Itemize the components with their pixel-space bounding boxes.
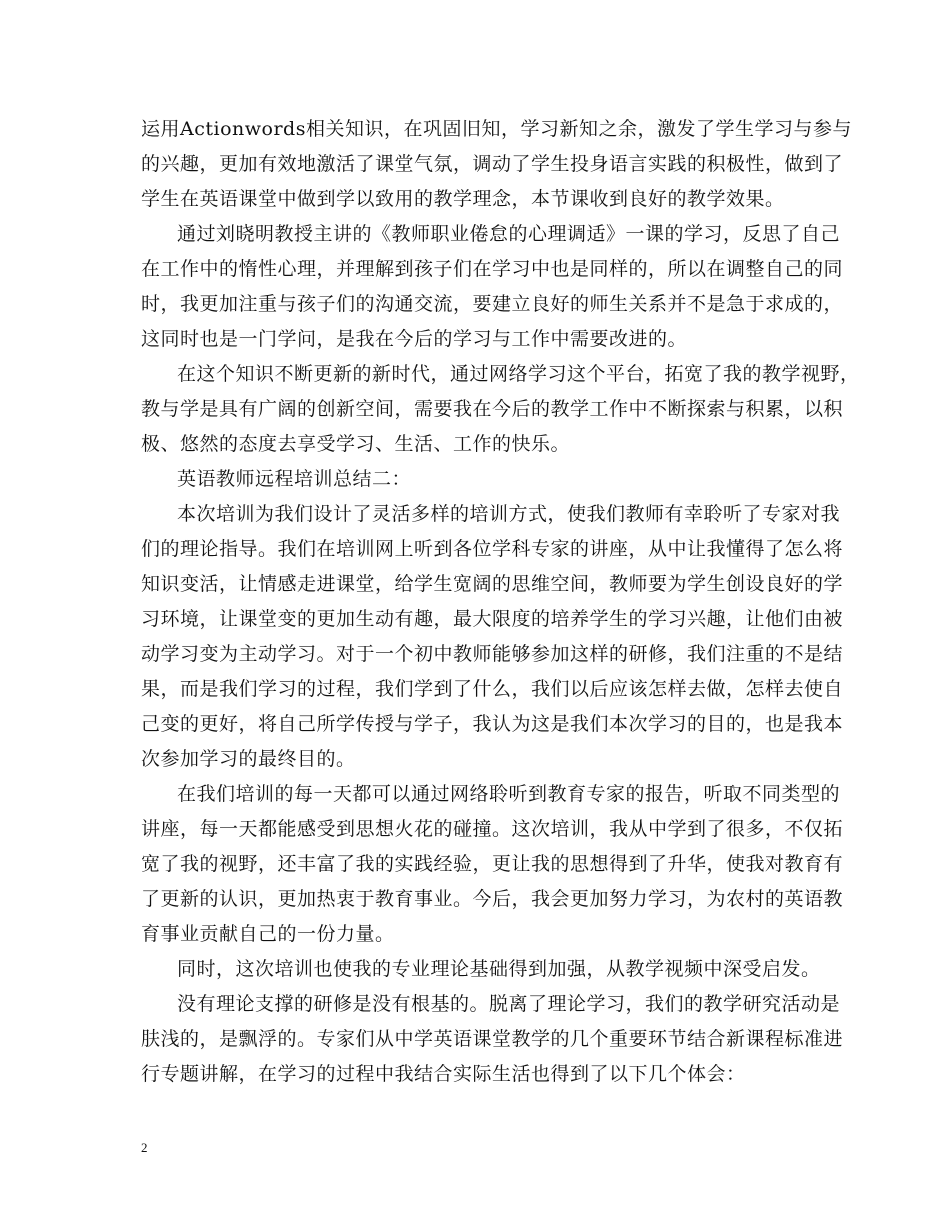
text-line: 育事业贡献自己的一份力量。: [141, 923, 395, 945]
section-heading: 英语教师远程培训总结二：: [177, 468, 412, 490]
text-line: 次参加学习的最终目的。: [141, 748, 356, 770]
text-line: 的兴趣，更加有效地激活了课堂气氛，调动了学生投身语言实践的积极性，做到了: [141, 153, 844, 175]
text-line: 己变的更好，将自己所学传授与学子，我认为这是我们本次学习的目的，也是我本: [141, 713, 844, 735]
paragraph-start-line: 没有理论支撑的研修是没有根基的。脱离了理论学习，我们的教学研究活动是: [177, 993, 841, 1015]
paragraph-start-line: 同时，这次培训也使我的专业理论基础得到加强，从教学视频中深受启发。: [177, 958, 821, 980]
text-line: 知识变活，让情感走进课堂，给学生宽阔的思维空间，教师要为学生创设良好的学: [141, 573, 844, 595]
text-line: 动学习变为主动学习。对于一个初中教师能够参加这样的研修，我们注重的不是结: [141, 643, 844, 665]
text-line: 极、悠然的态度去享受学习、生活、工作的快乐。: [141, 433, 571, 455]
text-line: 学生在英语课堂中做到学以致用的教学理念，本节课收到良好的教学效果。: [141, 188, 785, 210]
text-line: 肤浅的，是飘浮的。专家们从中学英语课堂教学的几个重要环节结合新课程标准进: [141, 1028, 844, 1050]
text-line: 时，我更加注重与孩子们的沟通交流，要建立良好的师生关系并不是急于求成的，: [141, 293, 844, 315]
text-line: 们的理论指导。我们在培训网上听到各位学科专家的讲座，从中让我懂得了怎么将: [141, 538, 844, 560]
paragraph-start-line: 在我们培训的每一天都可以通过网络聆听到教育专家的报告，听取不同类型的: [177, 783, 841, 805]
paragraph-start-line: 在这个知识不断更新的新时代，通过网络学习这个平台，拓宽了我的教学视野，: [177, 363, 860, 385]
paragraph-start-line: 通过刘晓明教授主讲的《教师职业倦怠的心理调适》一课的学习，反思了自己: [177, 223, 841, 245]
paragraph-start-line: 本次培训为我们设计了灵活多样的培训方式，使我们教师有幸聆听了专家对我: [177, 503, 841, 525]
text-line: 了更新的认识，更加热衷于教育事业。今后，我会更加努力学习，为农村的英语教: [141, 888, 844, 910]
page-number: 2: [141, 1140, 148, 1155]
text-line: 运用Actionwords相关知识，在巩固旧知，学习新知之余，激发了学生学习与参与: [141, 118, 852, 140]
text-line: 在工作中的惰性心理，并理解到孩子们在学习中也是同样的，所以在调整自己的同: [141, 258, 844, 280]
body-text: [141, 112, 860, 1092]
text-line: 习环境，让课堂变的更加生动有趣，最大限度的培养学生的学习兴趣，让他们由被: [141, 608, 844, 630]
text-line: 宽了我的视野，还丰富了我的实践经验，更让我的思想得到了升华，使我对教育有: [141, 853, 844, 875]
text-line: 讲座，每一天都能感受到思想火花的碰撞。这次培训，我从中学到了很多，不仅拓: [141, 818, 844, 840]
text-line: 这同时也是一门学问，是我在今后的学习与工作中需要改进的。: [141, 328, 688, 350]
text-line: 教与学是具有广阔的创新空间，需要我在今后的教学工作中不断探索与积累，以积: [141, 398, 844, 420]
text-line: 行专题讲解，在学习的过程中我结合实际生活也得到了以下几个体会：: [141, 1063, 746, 1085]
text-line: 果，而是我们学习的过程，我们学到了什么，我们以后应该怎样去做，怎样去使自: [141, 678, 844, 700]
